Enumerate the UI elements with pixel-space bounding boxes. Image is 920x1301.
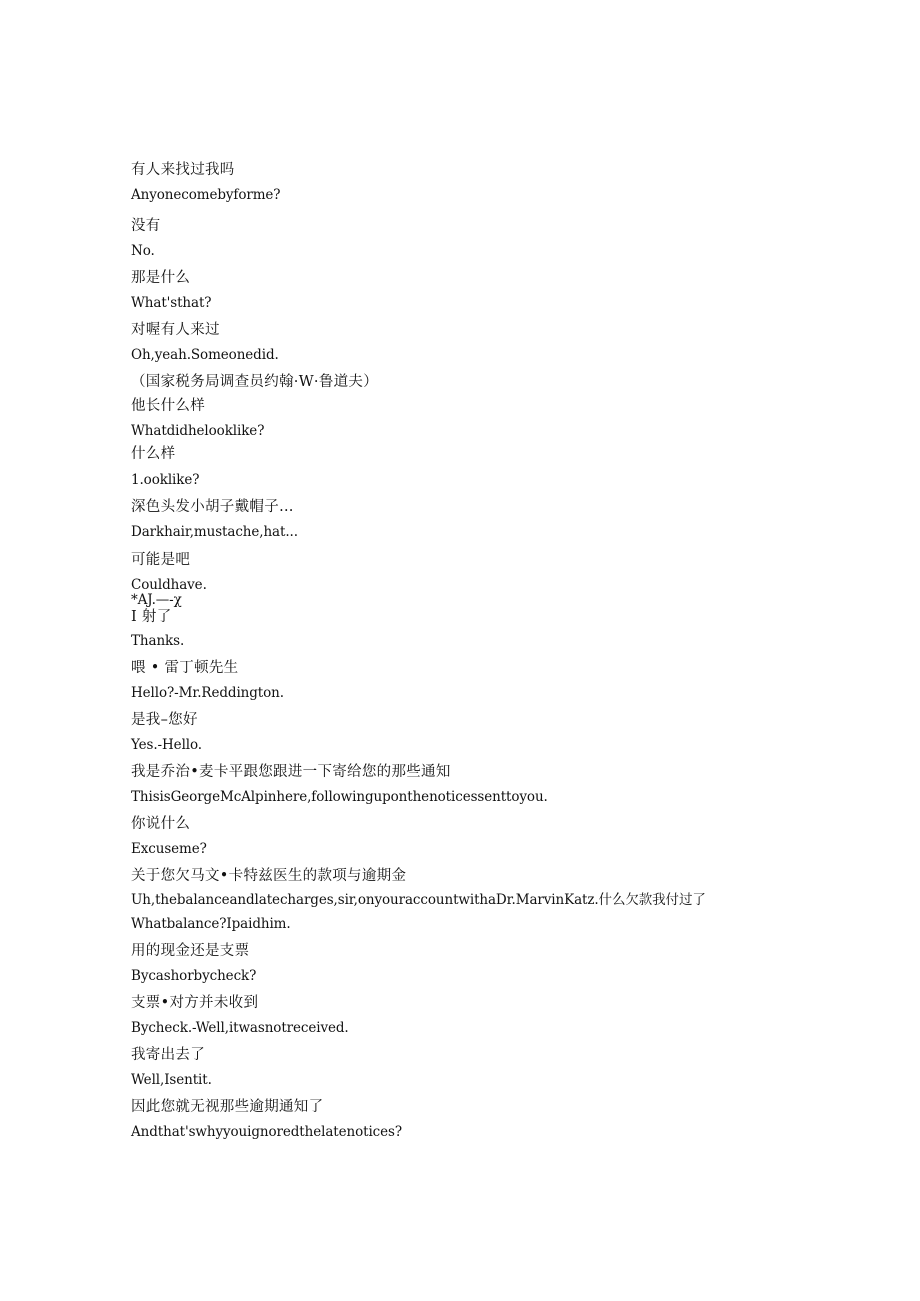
transcript-line: I 射了 [131, 609, 172, 625]
transcript-line: Well,Isentit. [131, 1072, 212, 1088]
transcript-line: Whatdidhelooklike? [131, 423, 265, 439]
transcript-line: 关于您欠马文•卡特兹医生的款项与逾期金 [131, 868, 407, 884]
transcript-line: 那是什么 [131, 270, 191, 286]
transcript-line: 用的现金还是支票 [131, 943, 250, 959]
transcript-line: Anyonecomebyforme? [131, 187, 281, 203]
transcript-line: Yes.-Hello. [131, 737, 202, 753]
transcript-line: Bycheck.-Well,itwasnotreceived. [131, 1020, 349, 1036]
transcript-line: 我是乔治•麦卡平跟您跟进一下寄给您的那些通知 [131, 764, 451, 780]
transcript-line: Whatbalance?Ipaidhim. [131, 916, 291, 932]
transcript-line: （国家税务局调查员约翰·W·鲁道夫） [131, 374, 379, 390]
transcript-line: 1.ooklike? [131, 472, 200, 488]
transcript-line: 可能是吧 [131, 552, 191, 568]
transcript-line: 深色头发小胡子戴帽子… [131, 499, 294, 515]
transcript-line: 他长什么样 [131, 398, 205, 414]
transcript-line: 什么样 [131, 446, 176, 462]
transcript-line: 因此您就无视那些逾期通知了 [131, 1099, 324, 1115]
transcript-line: *AJ.—-χ [131, 592, 182, 608]
transcript-line: Andthat'swhyyouignoredthelatenotices? [131, 1124, 402, 1140]
transcript-line: Uh,thebalanceandlatecharges,sir,onyouraccountwithaDr.MarvinKatz.什么欠款我付过了 [131, 892, 706, 908]
transcript-line: What'sthat? [131, 295, 212, 311]
transcript-line: Hello?-Mr.Reddington. [131, 685, 284, 701]
transcript-line: 支票•对方并未收到 [131, 995, 259, 1011]
transcript-line: ThisisGeorgeMcAlpinhere,followinguponthenoticessenttoyou. [131, 789, 548, 805]
transcript-line: 有人来找过我吗 [131, 162, 235, 178]
transcript-line: Couldhave. [131, 577, 207, 593]
transcript-line: 我寄出去了 [131, 1047, 205, 1063]
transcript-line: No. [131, 243, 155, 259]
transcript-line: Thanks. [131, 633, 185, 649]
transcript-line: Bycashorbycheck? [131, 968, 257, 984]
transcript-line: 没有 [131, 218, 161, 234]
transcript-line: 是我–您好 [131, 712, 198, 728]
transcript-line: 你说什么 [131, 816, 191, 832]
transcript-line: 对喔有人来过 [131, 322, 220, 338]
transcript-line: 喂 • 雷丁顿先生 [131, 660, 239, 676]
transcript-line: Excuseme? [131, 841, 207, 857]
transcript-line: Oh,yeah.Someonedid. [131, 347, 279, 363]
transcript-line: Darkhair,mustache,hat... [131, 524, 298, 540]
